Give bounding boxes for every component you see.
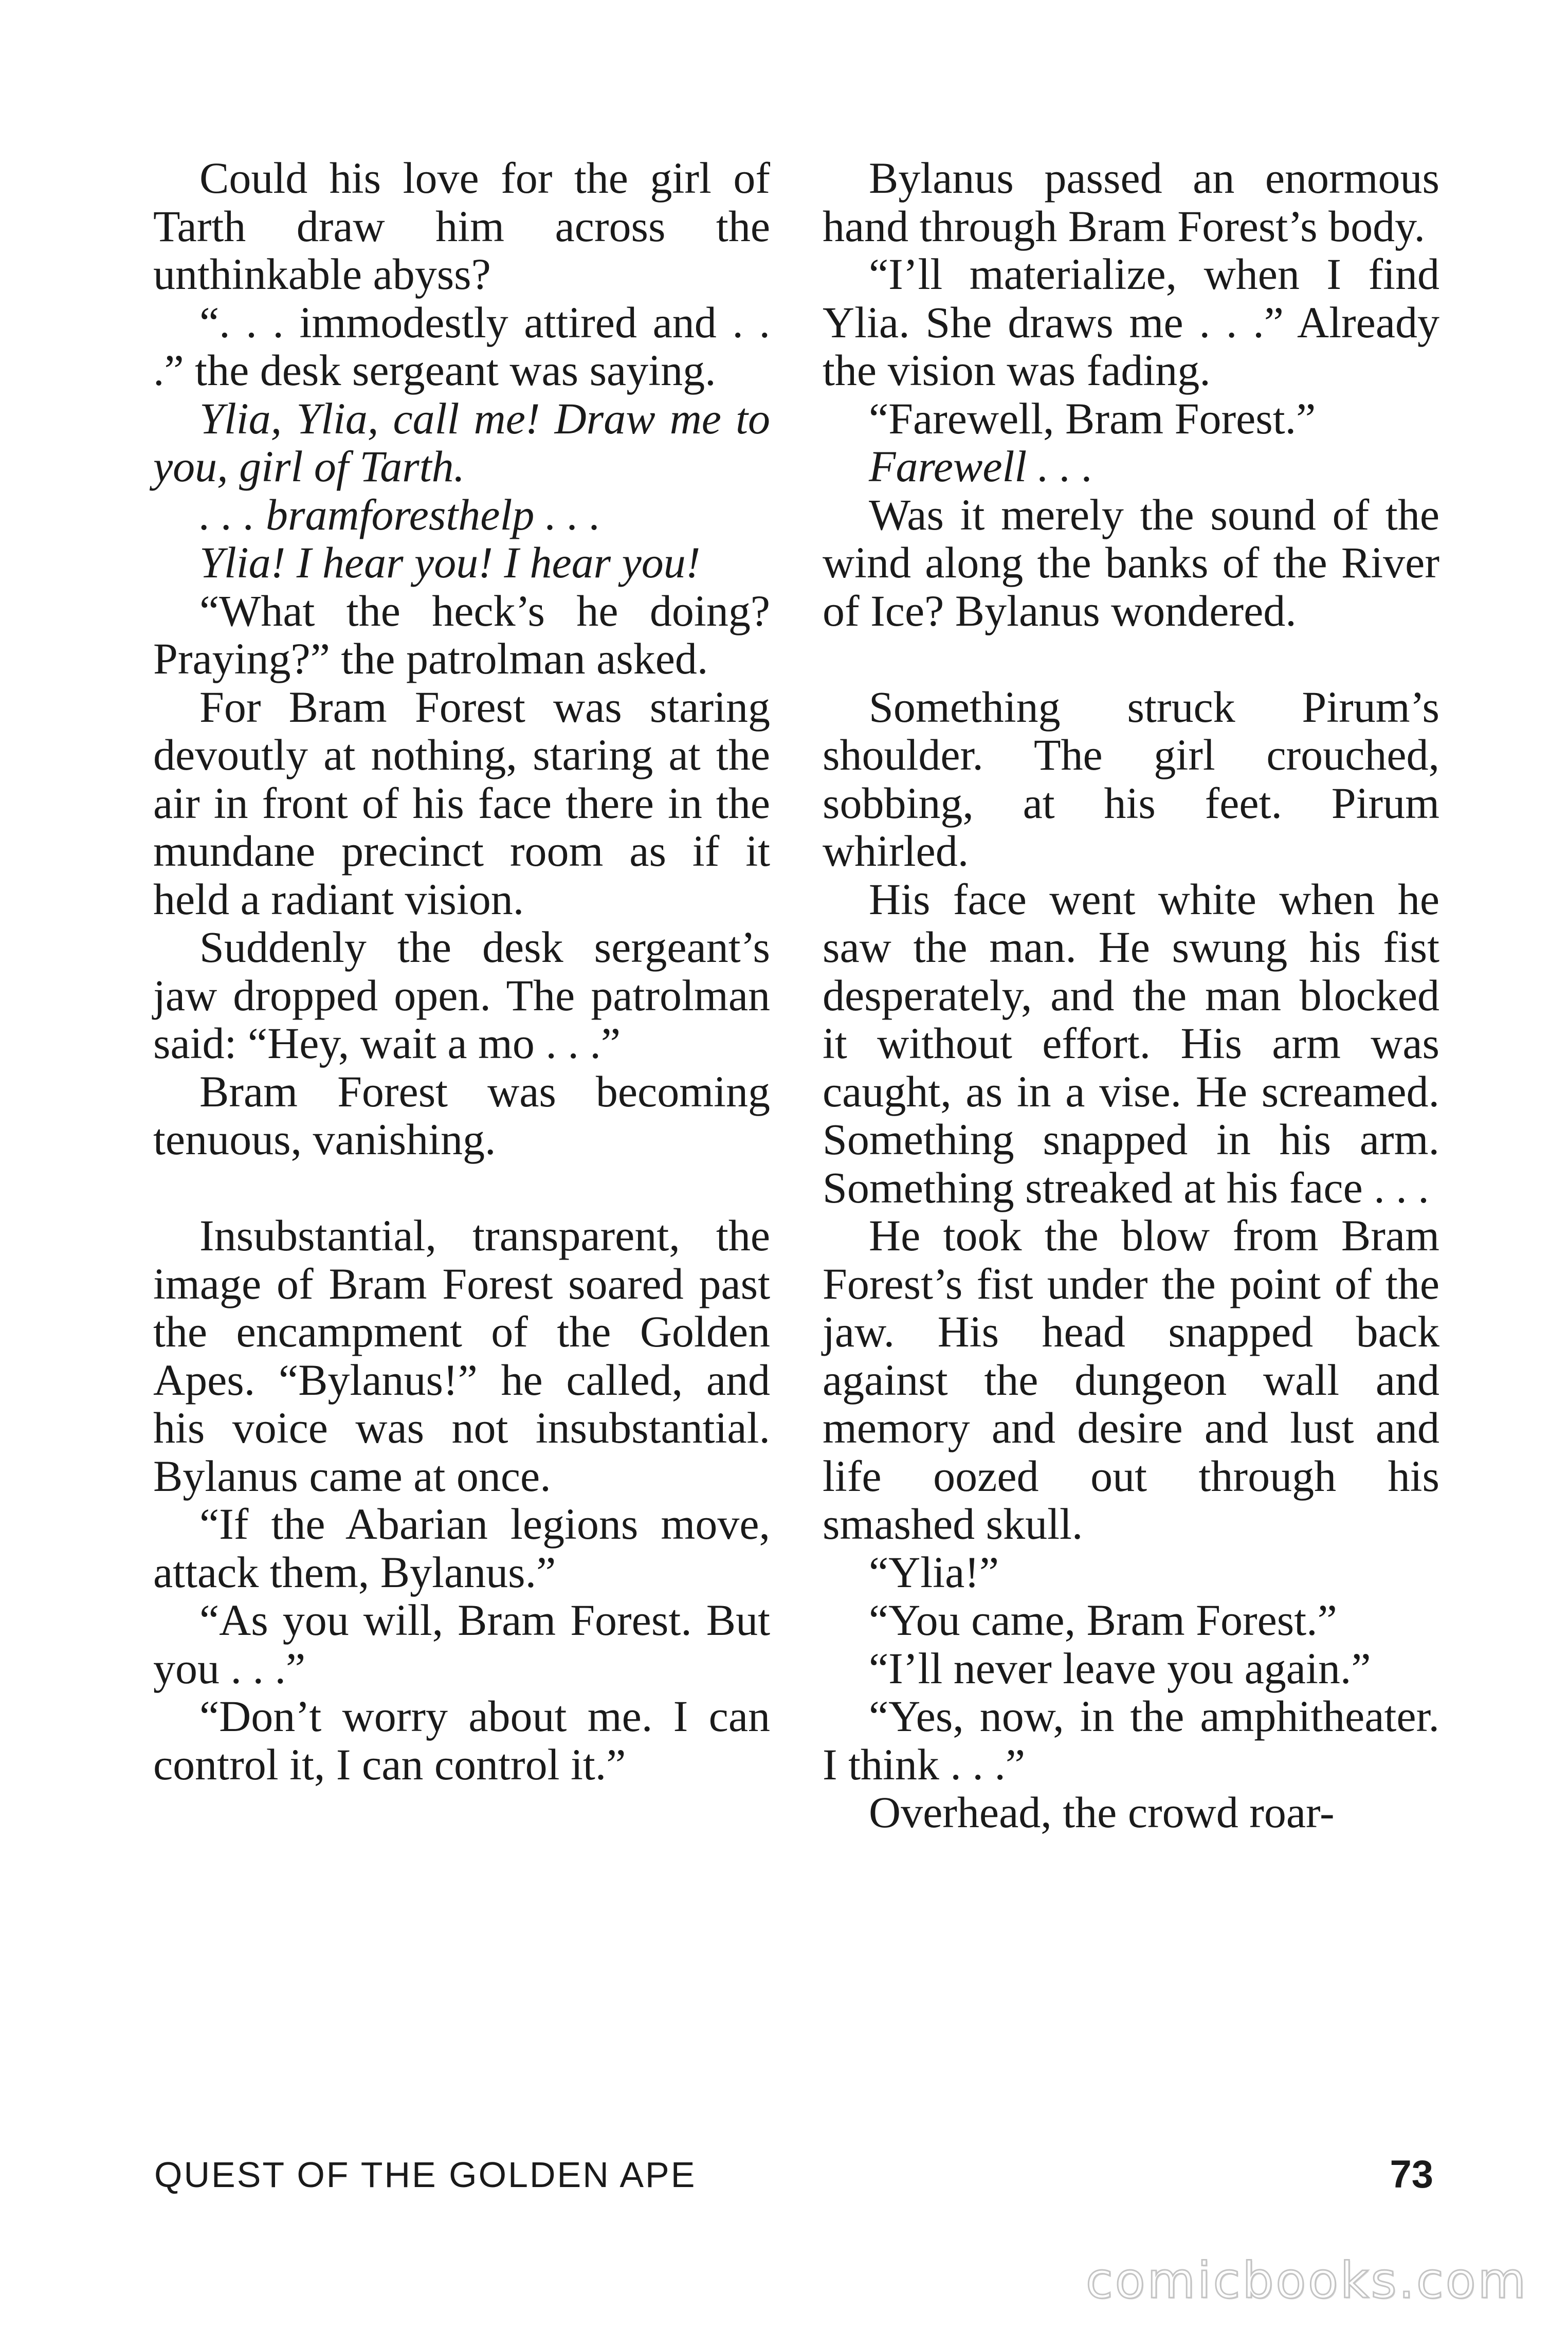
italic-text: Ylia, Ylia, call me! Draw me to you, girl of Tarth. [153,393,770,491]
paragraph [153,395,770,491]
left-text-column [153,154,770,1789]
paragraph: Insubstantial, transparent, the image of Bram Forest soared past the encampment of the Golden Apes. “Bylanus!” he called, and his voice was not insubstantial. Bylanus came at once. [153,1211,770,1501]
paragraph: “I’ll materialize, when I find Ylia. She draws me . . .” Already the vision was fading. [823,249,1439,395]
paragraph: “. . . immodestly attired and . . .” the desk sergeant was saying. [153,297,770,395]
paragraph: Could his love for the girl of Tarth draw him across the unthinkable abyss? [153,153,770,299]
paragraph: For Bram Forest was staring devoutly at nothing, staring at the air in front of his face there in the mundane precinct room as if it held a radiant vision. [153,682,770,924]
paragraph: Something struck Pirum’s shoulder. The girl crouched, sobbing, at his feet. Pirum whirled. [823,682,1439,876]
paragraph: “Don’t worry about me. I can control it, I can control it.” [153,1691,770,1789]
paragraph [153,539,770,587]
italic-text: . . . bramforesthelp . . . [199,489,601,539]
italic-text: Ylia! I hear you! I hear you! [199,538,701,587]
paragraph: Overhead, the crowd roar- [869,1788,1335,1837]
paragraph: “I’ll never leave you again.” [869,1643,1371,1693]
paragraph: He took the blow from Bram Forest’s fist under the point of the jaw. His head snapped back against the dungeon wall and memory and desire and lust and life oozed out through his smashed skull. [823,1211,1439,1549]
paragraph: “Farewell, Bram Forest.” [869,393,1316,443]
paragraph [153,491,770,539]
site-watermark: comicbooks.com [1085,2252,1528,2309]
paragraph: “As you will, Bram Forest. But you . . .” [153,1595,770,1693]
right-text-column [823,154,1439,1837]
paragraph [823,443,1439,491]
paragraph: “Yes, now, in the amphitheater. I think . . .” [823,1691,1439,1789]
paragraph: Bram Forest was becoming tenuous, vanishing. [153,1066,770,1164]
paragraph: “If the Abarian legions move, attack them, Bylanus.” [153,1499,770,1597]
paragraph: His face went white when he saw the man. He swung his fist desperately, and the man blocked it without effort. His arm was caught, as in a vise. He screamed. Something snapped in his arm. Something streaked at his face . . . [823,874,1439,1212]
italic-text: Farewell . . . [869,442,1093,491]
running-footer-title: QUEST OF THE GOLDEN APE [154,2155,697,2195]
paragraph: “You came, Bram Forest.” [869,1595,1337,1645]
paragraph: “Ylia!” [869,1547,999,1597]
paragraph: Suddenly the desk sergeant’s jaw dropped open. The patrolman said: “Hey, wait a mo . . .” [153,922,770,1068]
page-number: 73 [1390,2153,1433,2196]
paragraph: “What the heck’s he doing? Praying?” the patrolman asked. [153,586,770,683]
paragraph: Was it merely the sound of the wind along the banks of the River of Ice? Bylanus wondered. [823,489,1439,635]
paragraph: Bylanus passed an enormous hand through Bram Forest’s body. [823,153,1439,251]
